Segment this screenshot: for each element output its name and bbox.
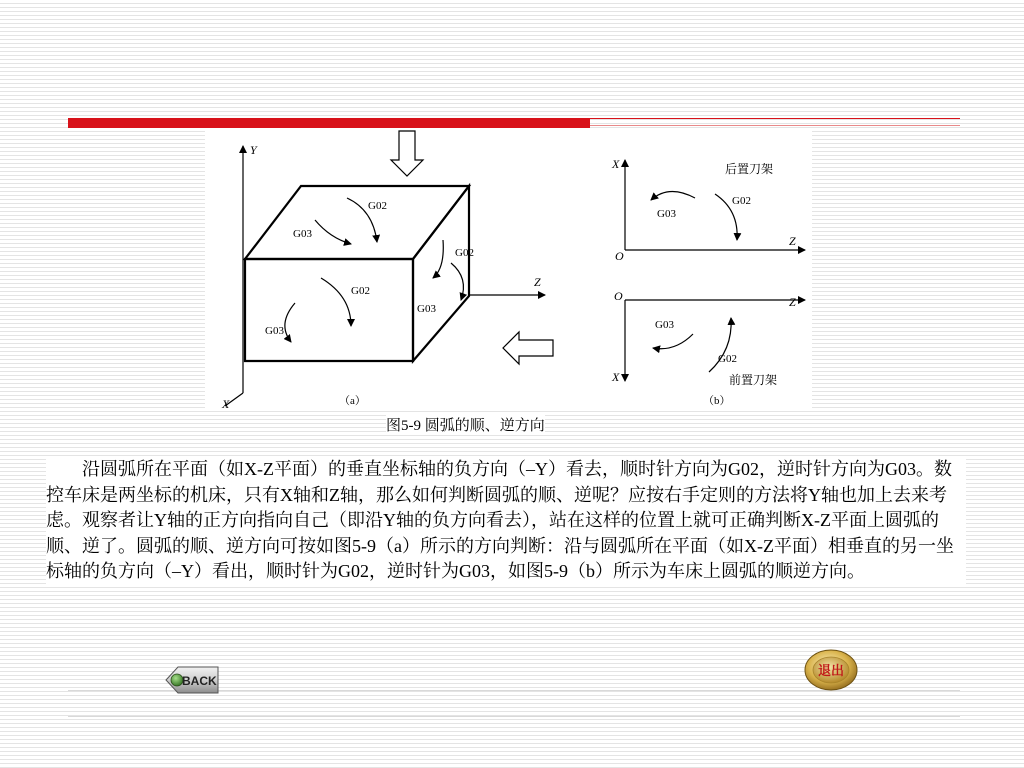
b-top-origin: O — [615, 249, 624, 263]
label-g02-top: G02 — [368, 200, 387, 212]
figure-5-9 — [205, 128, 812, 410]
arc-g03-front — [285, 303, 295, 342]
b-top-label-g02: G02 — [732, 195, 751, 207]
panel-a-label: （a） — [339, 395, 366, 407]
back-button-label: BACK — [182, 674, 217, 688]
arc-g02-side — [451, 263, 463, 300]
b-top-x-label: X — [612, 157, 620, 171]
arc-g03-top — [315, 220, 351, 244]
arc-g03-side — [433, 240, 443, 278]
b-top-label-g03: G03 — [657, 208, 676, 220]
b-bottom-z-label: Z — [789, 295, 796, 309]
arc-g02-front — [321, 278, 351, 326]
label-g03-top: G03 — [293, 228, 312, 240]
label-g02-front: G02 — [351, 285, 370, 297]
b-top-title: 后置刀架 — [725, 162, 774, 176]
panel-a — [221, 131, 553, 410]
body-text-block — [46, 457, 966, 585]
z-axis-label: Z — [534, 275, 541, 289]
b-bottom-arc-g03 — [653, 334, 693, 349]
title-bar-line-lower — [590, 125, 960, 126]
title-bar-line — [590, 118, 960, 119]
title-bar-decoration — [68, 116, 960, 128]
b-bottom-label-g02: G02 — [718, 353, 737, 365]
panel-b — [611, 157, 805, 407]
b-bottom-origin: O — [614, 289, 623, 303]
label-g02-side: G02 — [455, 247, 474, 259]
b-bottom-x-label: X — [612, 370, 620, 384]
x-axis-label: X — [222, 397, 230, 410]
back-button[interactable] — [164, 664, 220, 696]
view-arrow-down-icon — [391, 131, 423, 176]
b-bottom-label-g03: G03 — [655, 319, 674, 331]
exit-button-label: 退出 — [817, 663, 845, 678]
label-g03-side: G03 — [417, 303, 436, 315]
title-bar-red — [68, 118, 590, 128]
body-paragraph: 沿圆弧所在平面（如X-Z平面）的垂直坐标轴的负方向（–Y）看去，顺时针方向为G02，逆时针方向为G03。数控车床是两坐标的机床，只有X轴和Z轴，那么如何判断圆弧的顺、逆呢？应按右手定则的方法将Y轴也加上去来考虑。观察者让Y轴的正方向指向自己（即沿Y轴的负方向看去），站在这样的位置上就可正确判断X-Z平面上圆弧的顺、逆了。圆弧的顺、逆方向可按如图5-9（a）所示的方向判断：沿与圆弧所在平面（如X-Z平面）相垂直的另一坐标轴的负方向（–Y）看出，顺时针为G02，逆时针为G03，如图5-9（b）所示为车床上圆弧的顺逆方向。 — [46, 459, 954, 581]
footer-divider-lower — [68, 716, 960, 717]
b-bottom-title: 前置刀架 — [729, 373, 778, 387]
figure-caption: 图5-9 圆弧的顺、逆方向 — [386, 414, 545, 435]
b-top-z-label: Z — [789, 234, 796, 248]
panel-b-label: （b） — [703, 395, 731, 407]
exit-button[interactable] — [803, 648, 859, 692]
y-axis-label: Y — [250, 143, 257, 157]
label-g03-front: G03 — [265, 325, 284, 337]
b-top-arc-g03 — [651, 191, 695, 200]
view-arrow-left-icon — [503, 332, 553, 364]
